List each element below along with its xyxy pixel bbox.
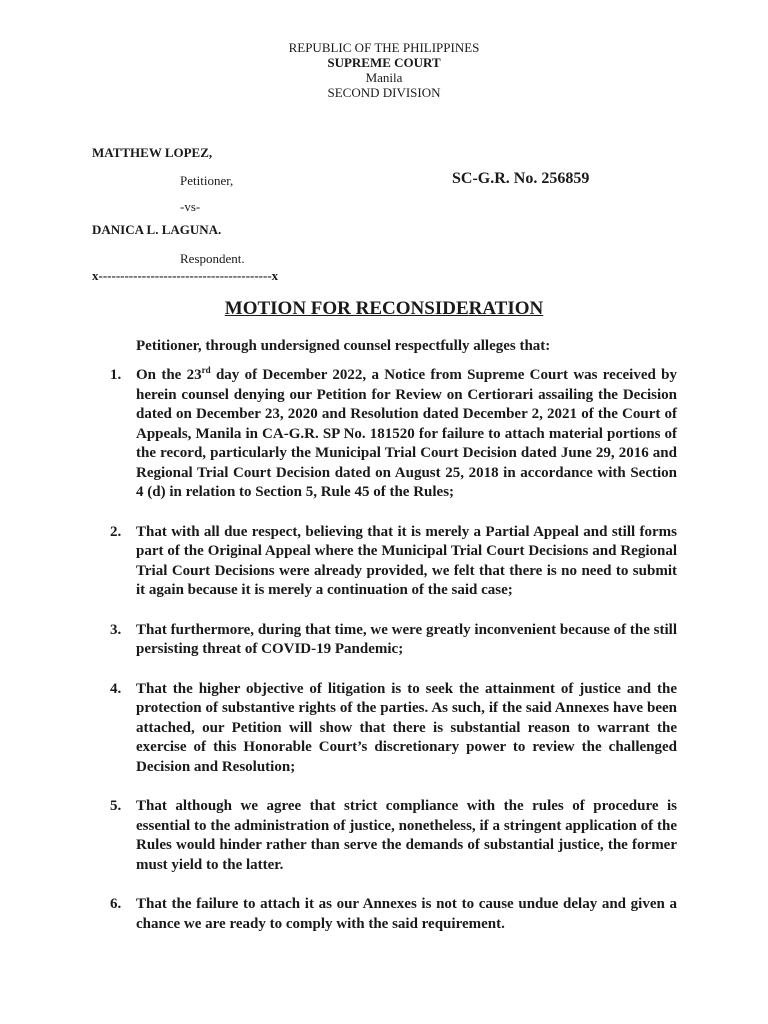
item-number: 4. xyxy=(110,680,122,697)
court-name: SUPREME COURT xyxy=(327,55,441,70)
item-number: 6. xyxy=(110,896,122,912)
petitioner-label: Petitioner, xyxy=(180,173,234,188)
item-text-rest: day of December 2022, a Notice from Supreme Court was received by herein counsel denying our Petition for Review on Certiorari assailing the Decision dated on December 23, 2020 and Resolution dated December 2, 2021 of the Court of Appeals, Manila in CA-G.R. SP No. 181520 for failure to attach material portions of the record, particularly the Municipal Trial Court Decision dated June 29, 2016 and Regional Trial Court Decision dated on August 25, 2018 in accordance with Section 4 (d) in relation to Section 5, Rule 45 of the Rules; xyxy=(136,367,677,500)
item-text: That the failure to attach it as our Annexes is not to cause undue delay and given a chance we are ready to comply with the said requirement. xyxy=(136,896,677,932)
respondent-label: Respondent. xyxy=(180,251,245,266)
list-item xyxy=(110,797,677,875)
item-text xyxy=(136,366,677,503)
versus-line: -vs- xyxy=(180,199,201,214)
republic-line: REPUBLIC OF THE PHILIPPINES xyxy=(288,40,480,55)
document-title xyxy=(0,298,768,320)
item-number: 5. xyxy=(110,798,122,814)
caption-separator: x----------------------------------------x xyxy=(92,268,279,283)
item-text: That the higher objective of litigation is to seek the attainment of justice and the protection of substantive rights of the parties. As such, if the said Annexes have been attached, our Petition will show that there is substantial reason to warrant the exercise of this Honorable Court’s discretionary power to review the challenged Decision and Resolution; xyxy=(136,680,677,775)
court-header xyxy=(0,40,768,100)
item-number: 2. xyxy=(110,523,122,540)
list-item xyxy=(110,621,677,660)
list-item xyxy=(110,680,677,778)
document-title-text: MOTION FOR RECONSIDERATION xyxy=(224,298,544,319)
list-item xyxy=(110,895,677,934)
petitioner-name: MATTHEW LOPEZ, xyxy=(92,145,213,160)
court-city: Manila xyxy=(365,70,403,85)
item-text: That with all due respect, believing that it is merely a Partial Appeal and still forms part of the Original Appeal where the Municipal Trial Court Decisions and Regional Trial Court Decisions were already provided, we felt that there is no need to submit it again because it is merely a continuation of the said case; xyxy=(136,523,677,598)
item-text: That although we agree that strict compliance with the rules of procedure is essential to the administration of justice, nonetheless, if a stringent application of the Rules would hinder rather than serve the demands of substantial justice, the former must yield to the latter. xyxy=(136,798,677,873)
item-number: 1. xyxy=(110,367,122,383)
item-text-start: On the 23 xyxy=(136,367,202,383)
list-item xyxy=(110,366,677,503)
ordinal-suffix: rd xyxy=(201,365,211,375)
court-division: SECOND DIVISION xyxy=(327,85,441,100)
item-text: That furthermore, during that time, we were greatly inconvenient because of the still persisting threat of COVID-19 Pandemic; xyxy=(136,621,677,657)
item-number: 3. xyxy=(110,621,122,638)
intro-paragraph: Petitioner, through undersigned counsel respectfully alleges that: xyxy=(136,338,551,354)
allegations-list xyxy=(110,366,677,954)
respondent-name: DANICA L. LAGUNA. xyxy=(92,222,222,237)
list-item xyxy=(110,523,677,601)
case-number: SC-G.R. No. 256859 xyxy=(452,170,590,187)
